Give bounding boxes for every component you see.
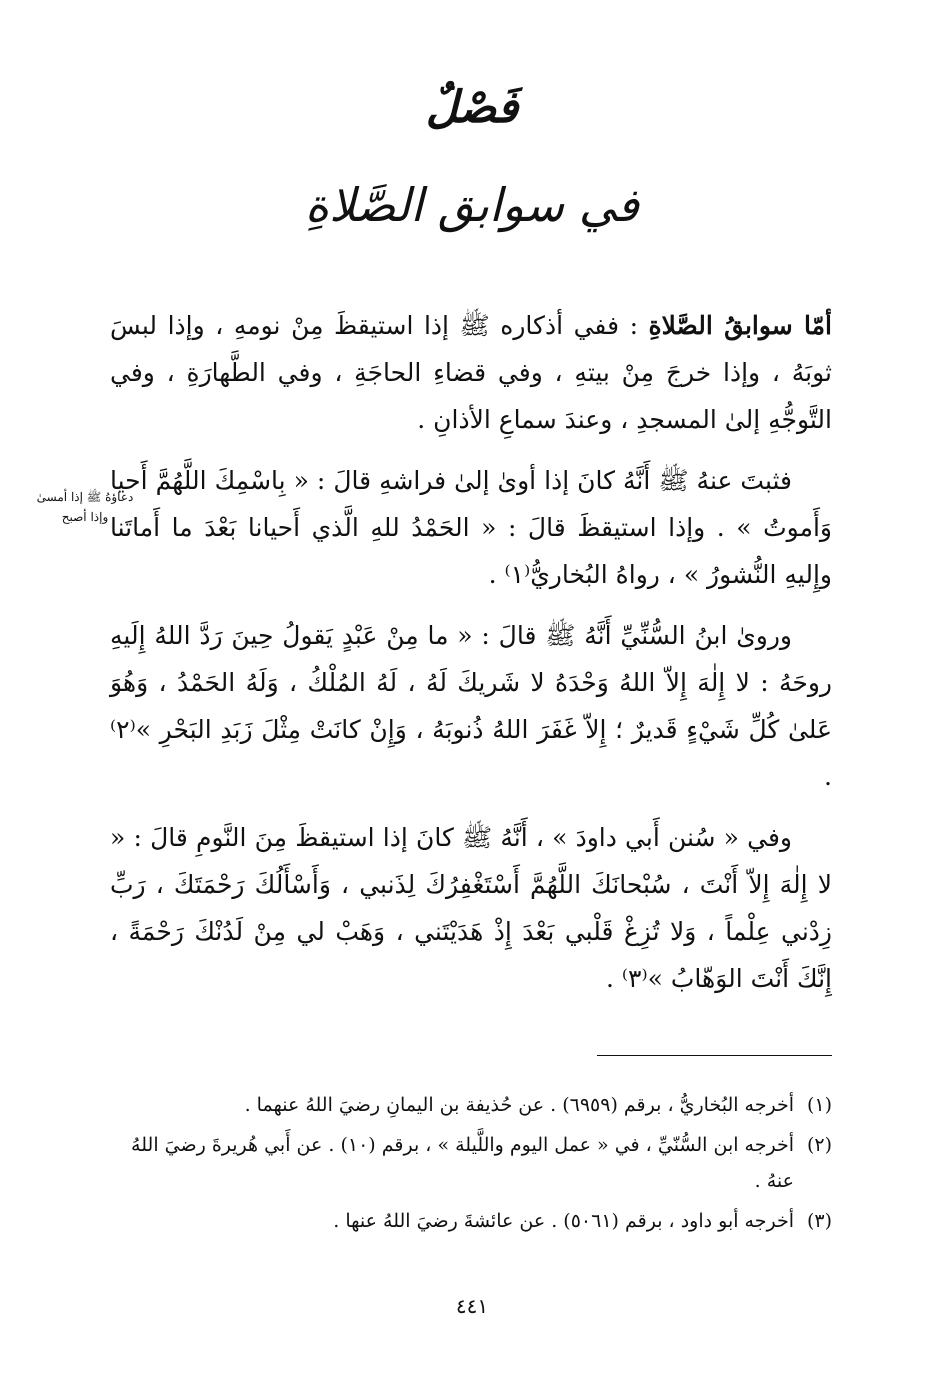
paragraph: فثبتَ عنهُ ﷺ أَنَّهُ كانَ إذا أوىٰ إلىٰ فراشهِ قالَ : « بِاسْمِكَ اللَّهُمَّ أَحيا وَأَموتُ » . وإذا استيقظَ قالَ : « الحَمْدُ للهِ الَّذي أَحيانا بَعْدَ ما أَماتَنا وإِليهِ النُّشورُ » ، رواهُ البُخاريُّ⁽١⁾ . bbox=[110, 466, 832, 589]
footnote-number: (١) bbox=[806, 1094, 832, 1116]
footnote-number: (٢) bbox=[806, 1134, 832, 1156]
footnote-text: أخرجه أبو داود ، برقم (٥٠٦١) . عن عائشةَ رضيَ اللهُ عنها . bbox=[333, 1210, 794, 1232]
paragraph: وفي « سُنن أَبي داودَ » ، أَنَّهُ ﷺ كانَ إذا استيقظَ مِنَ النَّومِ قالَ : « لا إِلٰهَ إِلاّ أَنْتَ ، سُبْحانَكَ اللَّهُمَّ أَسْتَغْفِرُكَ لِذَنبي ، وَأَسْأَلُكَ رَحْمَتَكَ ، رَبِّ زِدْني عِلْماً ، وَلا تُزِغْ قَلْبي بَعْدَ إِذْ هَدَيْتَني ، وَهَبْ لي مِنْ لَدُنْكَ رَحْمَةً ، إِنَّكَ أَنْتَ الوَهّابُ »⁽٣⁾ . bbox=[110, 823, 832, 993]
paragraph-lead: أمّا سوابقُ الصَّلاةِ bbox=[648, 311, 832, 340]
footnote-divider bbox=[597, 1055, 832, 1056]
footnote-number: (٣) bbox=[806, 1210, 832, 1232]
margin-note-line: دعاؤهُ ﷺ إذا أمسىٰ bbox=[36, 490, 134, 504]
footnotes bbox=[110, 1087, 832, 1243]
footnote bbox=[110, 1087, 832, 1123]
footnote bbox=[110, 1203, 832, 1239]
paragraph bbox=[110, 302, 832, 443]
page-number: ٤٤١ bbox=[455, 1294, 489, 1318]
paragraph: وروىٰ ابنُ السُّنِّيِّ أَنَّهُ ﷺ قالَ : « ما مِنْ عَبْدٍ يَقولُ حِينَ رَدَّ اللهُ إِلَيهِ روحَهُ : لا إِلٰهَ إِلاّ اللهُ وَحْدَهُ لا شَريكَ لَهُ ، لَهُ المُلْكُ ، وَلَهُ الحَمْدُ ، وَهُوَ عَلىٰ كُلِّ شَيْءٍ قَديرٌ ؛ إِلاّ غَفَرَ اللهُ ذُنوبَهُ ، وَإِنْ كانَتْ مِثْلَ زَبَدِ البَحْرِ »⁽٢⁾ . bbox=[110, 621, 832, 791]
footnote-text: أخرجه ابن السُّنّيِّ ، في « عمل اليوم واللَّيلة » ، برقم (١٠) . عن أَبي هُريرةَ رضيَ اللهُ عنهُ . bbox=[131, 1134, 794, 1192]
body-text bbox=[110, 302, 832, 1016]
chapter-title: في سوابق الصَّلاةِ bbox=[304, 178, 640, 232]
footnote-text: أخرجه البُخاريُّ ، برقم (٦٩٥٩) . عن حُذيفة بن اليمانِ رضيَ اللهُ عنهما . bbox=[244, 1094, 794, 1116]
footnote bbox=[110, 1127, 832, 1199]
margin-note-line: وإذا أصبح bbox=[61, 510, 109, 524]
paragraph-text: : ففي أذكاره ﷺ إذا استيقظَ مِنْ نومهِ ، وإذا لبسَ ثوبَهُ ، وإذا خرجَ مِنْ بيتهِ ، وفي قضاءِ الحاجَةِ ، وفي الطَّهارَةِ ، وفي التَّوجُّهِ إلىٰ المسجدِ ، وعندَ سماعِ الأذانِ . bbox=[110, 311, 832, 434]
chapter-label: فَصْلٌ bbox=[425, 82, 519, 133]
